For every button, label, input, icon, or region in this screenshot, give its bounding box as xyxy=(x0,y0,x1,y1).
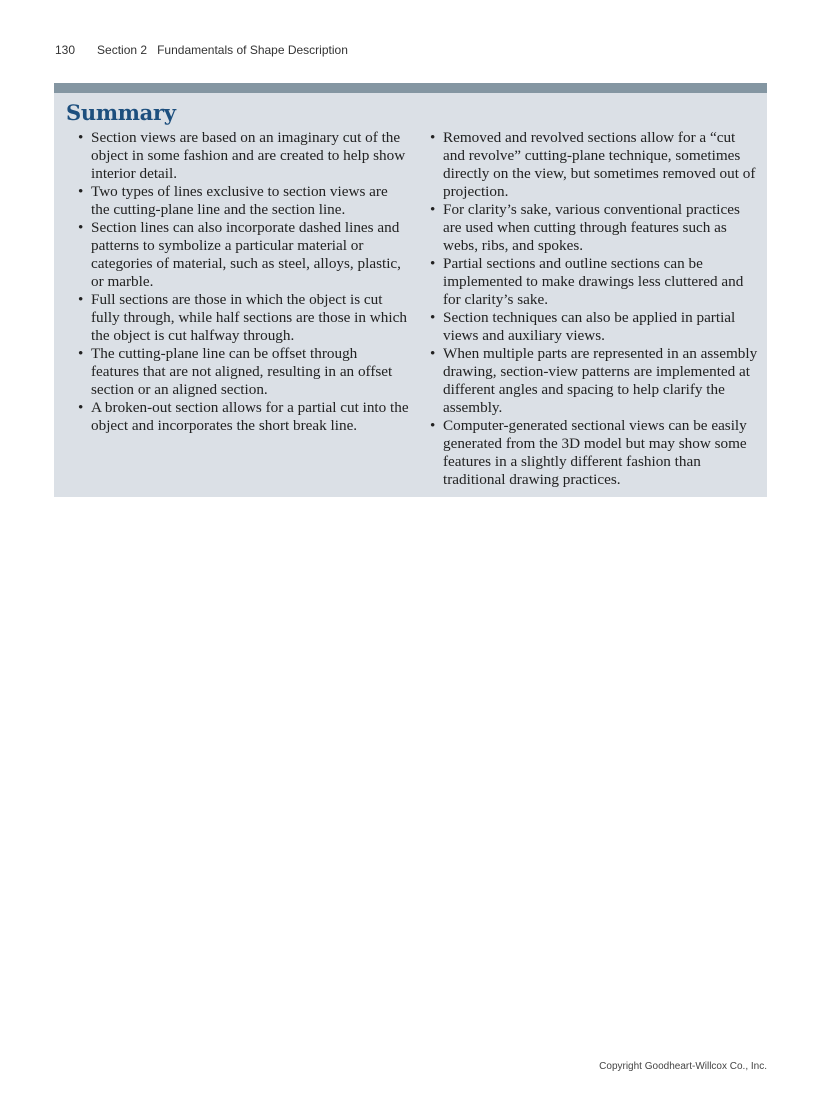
summary-list-item: • Partial sections and outline sections can be implemented to make drawings less cluttered and for clarity’s sake. xyxy=(429,255,759,309)
section-title: Fundamentals of Shape Description xyxy=(157,43,348,57)
page-number: 130 xyxy=(55,43,76,57)
summary-list-item: • A broken-out section allows for a partial cut into the object and incorporates the short break line. xyxy=(77,399,409,435)
summary-list-item: • Section lines can also incorporate dashed lines and patterns to symbolize a particular material or categories of material, such as steel, alloys, plastic, or marble. xyxy=(77,219,409,291)
running-head xyxy=(55,43,348,57)
summary-box xyxy=(54,83,767,497)
summary-left-column xyxy=(77,129,409,435)
copyright-notice: Copyright Goodheart-Willcox Co., Inc. xyxy=(599,1061,767,1072)
summary-top-bar xyxy=(54,83,767,93)
summary-list-item: • The cutting-plane line can be offset through features that are not aligned, resulting in an offset section or an aligned section. xyxy=(77,345,409,399)
summary-right-column xyxy=(429,129,759,489)
summary-list-item: • Full sections are those in which the object is cut fully through, while half sections are those in which the object is cut halfway through. xyxy=(77,291,409,345)
summary-list-item: • Computer-generated sectional views can be easily generated from the 3D model but may show some features in a slightly different fashion than traditional drawing practices. xyxy=(429,417,759,489)
summary-list-item: • Section techniques can also be applied in partial views and auxiliary views. xyxy=(429,309,759,345)
summary-list-item: • Removed and revolved sections allow for a “cut and revolve” cutting-plane technique, sometimes directly on the view, but sometimes removed out of projection. xyxy=(429,129,759,201)
section-label: Section 2 xyxy=(97,43,148,57)
summary-list-item: • When multiple parts are represented in an assembly drawing, section-view patterns are implemented at different angles and spacing to help clarify the assembly. xyxy=(429,345,759,417)
summary-list-item: • For clarity’s sake, various conventional practices are used when cutting through features such as webs, ribs, and spokes. xyxy=(429,201,759,255)
summary-list-item: • Section views are based on an imaginary cut of the object in some fashion and are created to help show interior detail. xyxy=(77,129,409,183)
summary-title: Summary xyxy=(66,100,176,125)
summary-list-item: • Two types of lines exclusive to section views are the cutting-plane line and the section line. xyxy=(77,183,409,219)
